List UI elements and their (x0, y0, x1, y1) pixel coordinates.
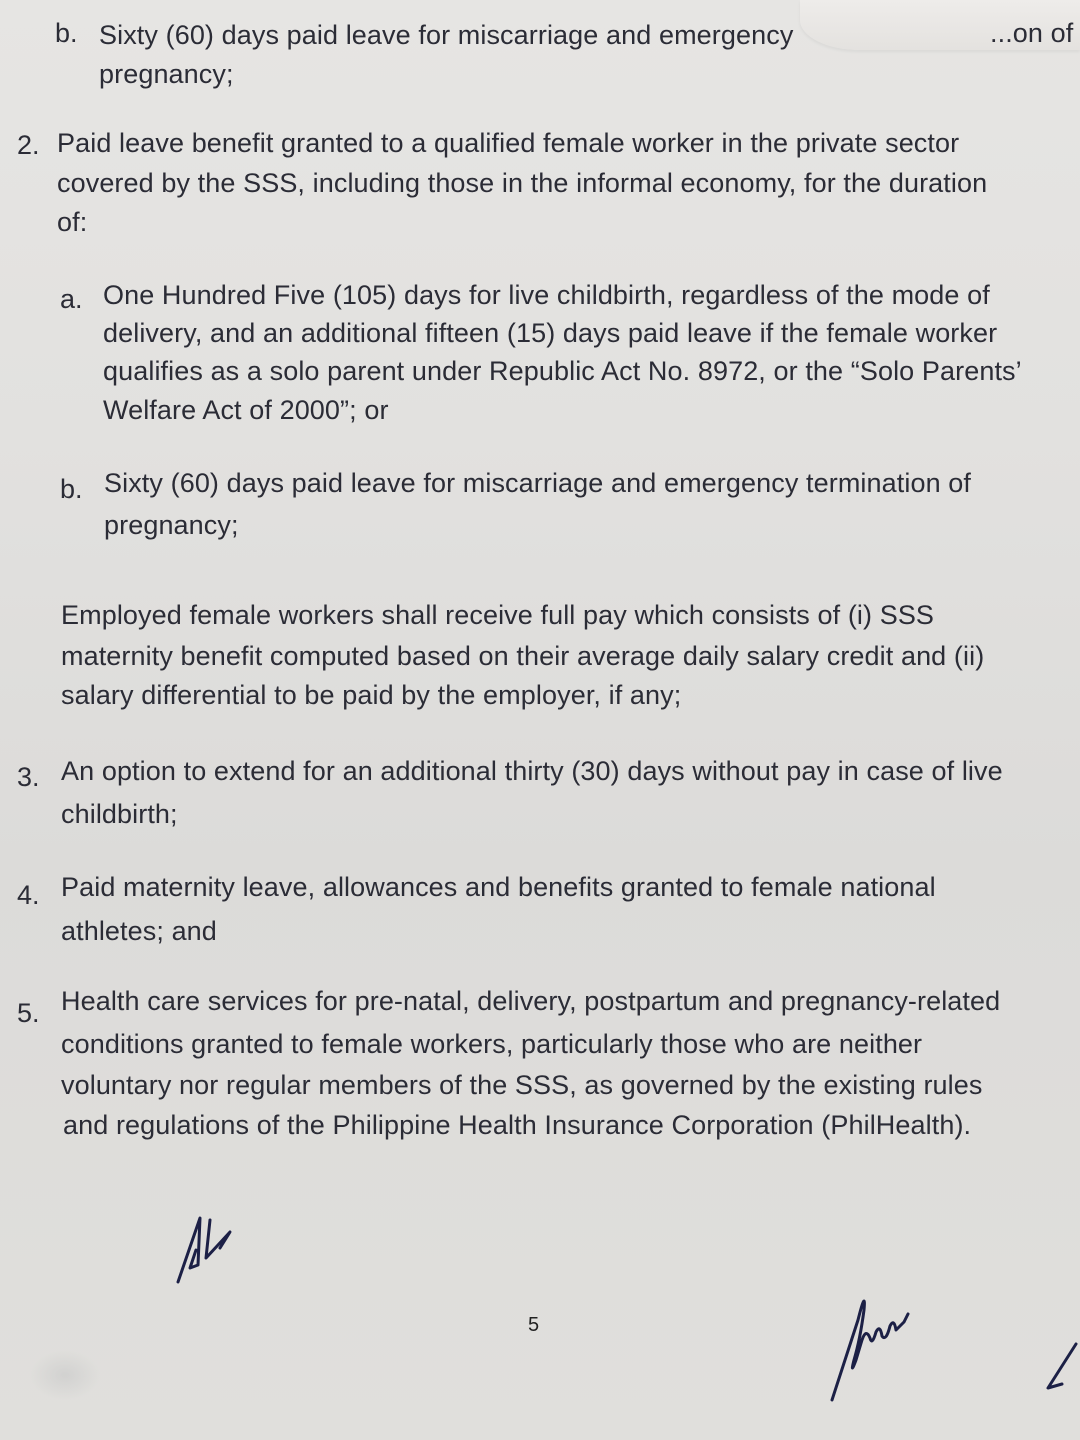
page-number: 5 (528, 1314, 540, 1336)
subitem-marker: a. (60, 284, 83, 314)
text-line: qualifies as a solo parent under Republic Act No. 8972, or the “Solo Parents’ (103, 356, 1022, 386)
text-line: conditions granted to female workers, particularly those who are neither (61, 1029, 923, 1059)
item-marker: b. (55, 18, 78, 48)
text-line: Sixty (60) days paid leave for miscarriage and emergency (99, 20, 794, 50)
text-line: delivery, and an additional fifteen (15) days paid leave if the female worker (103, 318, 998, 348)
text-line: covered by the SSS, including those in the informal economy, for the duration (57, 168, 988, 198)
obscured-text-fragment: ...on of (990, 18, 1074, 48)
text-line: and regulations of the Philippine Health Insurance Corporation (PhilHealth). (63, 1110, 972, 1140)
signature-mark-edge (1040, 1340, 1080, 1400)
item-marker: 2. (17, 130, 40, 160)
text-line: Employed female workers shall receive full pay which consists of (i) SSS (61, 600, 935, 630)
text-line: Welfare Act of 2000”; or (103, 395, 389, 425)
text-line: One Hundred Five (105) days for live childbirth, regardless of the mode of (103, 280, 990, 310)
text-line: of: (57, 207, 88, 237)
item-marker: 5. (17, 998, 40, 1028)
text-line: Health care services for pre-natal, delivery, postpartum and pregnancy-related (61, 986, 1001, 1016)
text-line: Paid leave benefit granted to a qualified female worker in the private sector (57, 128, 960, 158)
text-line: Sixty (60) days paid leave for miscarriage and emergency termination of (104, 468, 971, 498)
paper-smudge (30, 1350, 100, 1400)
item-marker: 3. (17, 762, 40, 792)
text-line: maternity benefit computed based on their average daily salary credit and (ii) (61, 641, 985, 671)
item-marker: 4. (17, 880, 40, 910)
subitem-marker: b. (60, 474, 83, 504)
text-line: athletes; and (61, 916, 217, 946)
text-line: An option to extend for an additional thirty (30) days without pay in case of live (61, 756, 1003, 786)
text-line: voluntary nor regular members of the SSS, as governed by the existing rules (61, 1070, 983, 1100)
text-line: pregnancy; (104, 510, 239, 540)
text-line: pregnancy; (99, 59, 234, 89)
initials-signature-left (170, 1210, 270, 1310)
signature-right (820, 1280, 980, 1410)
text-line: salary differential to be paid by the employer, if any; (61, 680, 682, 710)
text-line: Paid maternity leave, allowances and benefits granted to female national (61, 872, 936, 902)
text-line: childbirth; (61, 799, 178, 829)
